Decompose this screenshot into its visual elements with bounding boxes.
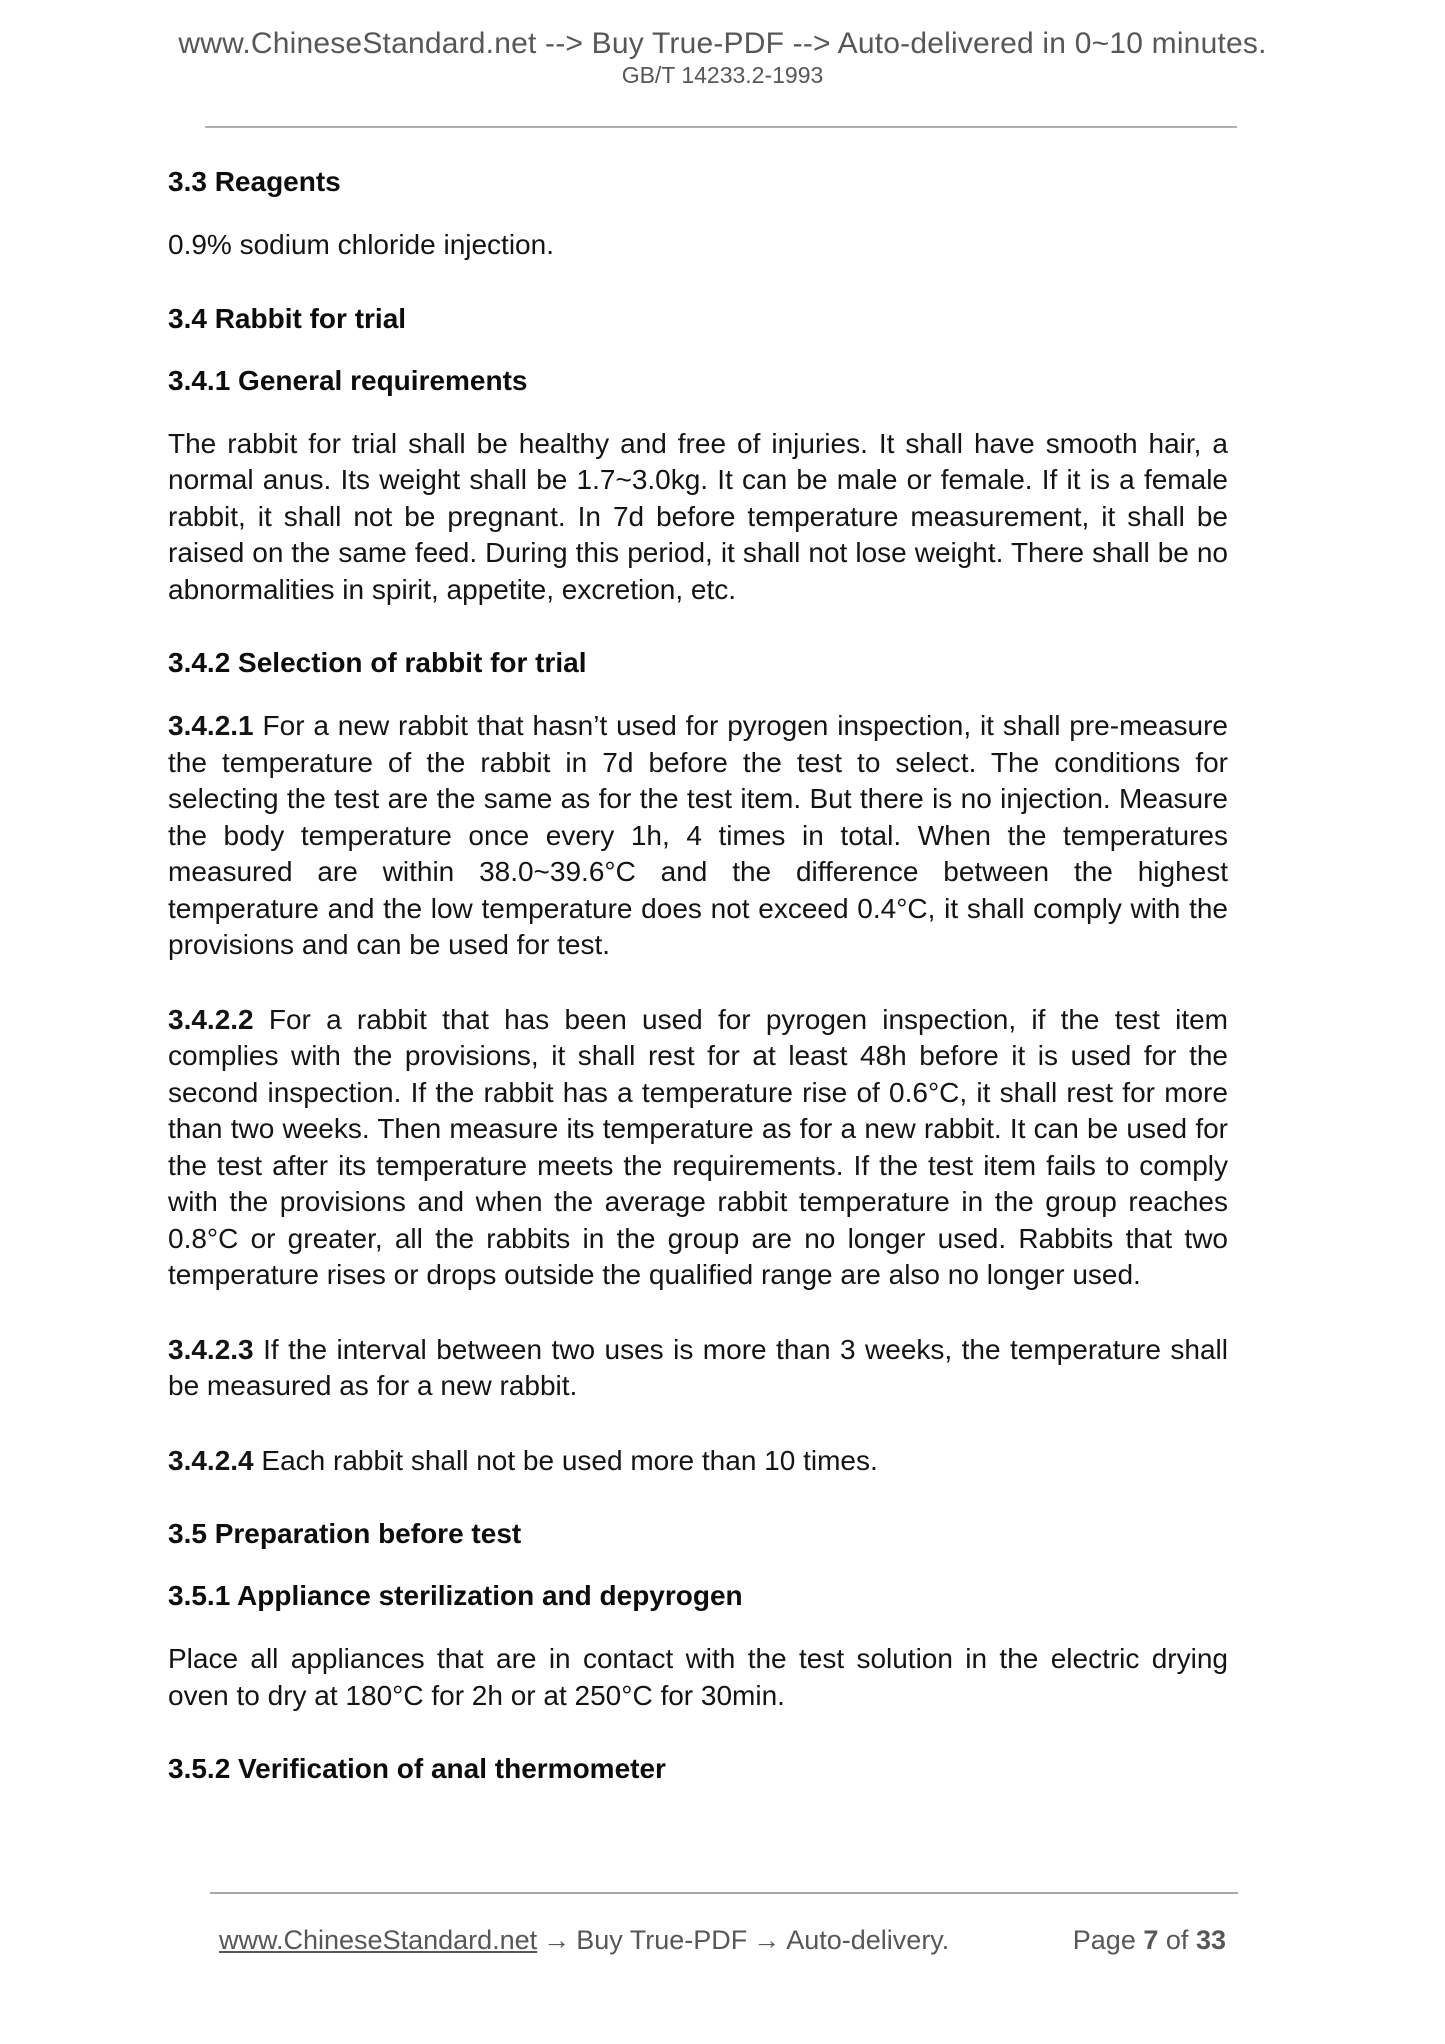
- document-body: [168, 165, 1228, 1786]
- header-delivery-note: www.ChineseStandard.net --> Buy True-PDF --> Auto-delivered in 0~10 minutes.: [178, 27, 1267, 60]
- page-current: 7: [1143, 1925, 1159, 1955]
- of-label: of: [1165, 1925, 1189, 1955]
- section-heading-3-3: 3.3 Reagents: [168, 166, 341, 197]
- footer-promo: [219, 1924, 949, 1956]
- paragraph-3-4-2-2: [168, 1002, 1228, 1294]
- paragraph-reagents: 0.9% sodium chloride injection.: [168, 229, 554, 260]
- page-footer: [210, 1892, 1238, 1956]
- section-heading-3-5-2: 3.5.2 Verification of anal thermometer: [168, 1753, 666, 1784]
- paragraph-3-4-2-3: [168, 1332, 1228, 1405]
- clause-text-3-4-2-2: For a rabbit that has been used for pyrogen inspection, if the test item complies with the provisions, it shall rest for at least 48h before it is used for the second inspection. If the rabbit has a temperature rise of 0.6°C, it shall rest for more than two weeks. Then measure its temperature as for a new rabbit. It can be used for the test after its temperature meets the requirements. If the test item fails to comply with the provisions and when the average rabbit temperature in the group reaches 0.8°C or greater, all the rabbits in the group are no longer used. Rabbits that two temperature rises or drops outside the qualified range are also no longer used.: [168, 1003, 1228, 1290]
- section-heading-3-5-1: 3.5.1 Appliance sterilization and depyrogen: [168, 1580, 743, 1611]
- section-heading-3-5: 3.5 Preparation before test: [168, 1518, 522, 1549]
- footer-page-indicator: [1073, 1924, 1226, 1956]
- footer-segment-delivery: Auto-delivery.: [786, 1925, 950, 1955]
- section-heading-3-4: 3.4 Rabbit for trial: [168, 302, 407, 334]
- page-total: 33: [1195, 1925, 1226, 1955]
- clause-number-3-4-2-2: 3.4.2.2: [168, 1003, 254, 1035]
- footer-site-link[interactable]: www.ChineseStandard.net: [219, 1925, 538, 1955]
- page-header: [0, 0, 1445, 128]
- paragraph-general-requirements: The rabbit for trial shall be healthy and free of injuries. It shall have smooth hair, a normal anus. Its weight shall be 1.7~3.0kg. It can be male or female. If it is a female rabbit, it shall not be pregnant. In 7d before temperature measurement, it shall be raised on the same feed. During this period, it shall not lose weight. There shall be no abnormalities in spirit, appetite, excretion, etc.: [168, 427, 1228, 605]
- clause-text-3-4-2-3: If the interval between two uses is more than 3 weeks, the temperature shall be measured as for a new rabbit.: [168, 1333, 1228, 1401]
- clause-number-3-4-2-3: 3.4.2.3: [168, 1333, 254, 1365]
- section-heading-3-4-2: 3.4.2 Selection of rabbit for trial: [168, 647, 587, 678]
- page-label: Page: [1072, 1925, 1136, 1955]
- paragraph-3-4-2-1: [168, 708, 1228, 964]
- arrow-icon: →: [543, 1925, 571, 1955]
- clause-number-3-4-2-1: 3.4.2.1: [168, 710, 254, 741]
- header-divider: [205, 126, 1237, 128]
- footer-divider: [210, 1892, 1238, 1894]
- clause-number-3-4-2-4: 3.4.2.4: [168, 1444, 254, 1476]
- arrow-icon: →: [753, 1925, 781, 1955]
- section-heading-3-4-1: 3.4.1 General requirements: [168, 364, 528, 396]
- clause-text-3-4-2-4: Each rabbit shall not be used more than 10 times.: [261, 1444, 878, 1476]
- clause-text-3-4-2-1: For a new rabbit that hasn’t used for pyrogen inspection, it shall pre-measure the temperature of the rabbit in 7d before the test to select. The conditions for selecting the test are the same as for the test item. But there is no injection. Measure the body temperature once every 1h, 4 times in total. When the temperatures measured are within 38.0~39.6°C and the difference between the highest temperature and the low temperature does not exceed 0.4°C, it shall comply with the provisions and can be used for test.: [168, 710, 1229, 960]
- footer-segment-buy: Buy True-PDF: [576, 1925, 748, 1955]
- paragraph-sterilization: Place all appliances that are in contact with the test solution in the electric drying oven to dry at 180°C for 2h or at 250°C for 30min.: [168, 1643, 1228, 1711]
- paragraph-3-4-2-4: [168, 1443, 1228, 1480]
- header-doc-number: GB/T 14233.2-1993: [621, 62, 824, 88]
